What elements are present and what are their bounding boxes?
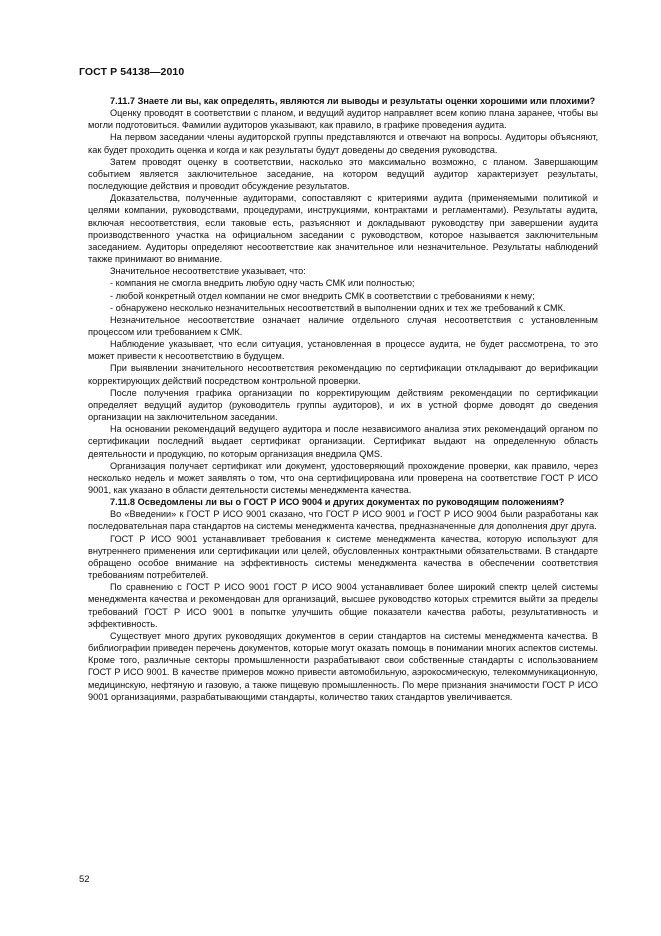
paragraph: Значительное несоответствие указывает, что: [110, 266, 306, 277]
paragraph: Затем проводят оценку в соответствии, насколько это максимально возможно, с планом. Завершающим событием является заключительное заседание, на котором ведущий аудитор характеризует результаты, последующие действия и проводит обсуждение результатов. [88, 156, 598, 192]
list-item: - любой конкретный отдел компании не смог внедрить СМК в соответствии с требованиями к нему; [110, 290, 535, 301]
section-heading: 7.11.7 Знаете ли вы, как определять, являются ли выводы и результаты оценки хорошими или плохими? [110, 96, 596, 106]
list-item: - обнаружено несколько незначительных несоответствий в выполнении одних и тех же требований к СМК. [110, 302, 566, 313]
paragraph: Оценку проводят в соответствии с планом, и ведущий аудитор направляет всем копию плана заранее, чтобы вы могли подготовиться. Фамилии аудиторов указывают, как правило, в графике проведения аудита. [88, 108, 598, 131]
paragraph: При выявлении значительного несоответствия рекомендацию по сертификации откладывают до верификации корректирующих действий посредством контрольной проверки. [88, 363, 598, 386]
paragraph: Организация получает сертификат или документ, удостоверяющий прохождение проверки, как правило, через несколько недель и может заявлять о том, что она сертифицирована или проверена на соответствие ГОСТ Р ИСО 9001, как указано в области деятельности системы менеджмента качества. [88, 460, 598, 495]
document-header: ГОСТ Р 54138—2010 [79, 66, 185, 78]
paragraph: На основании рекомендаций ведущего аудитора и после независимого анализа этих рекомендаций органом по сертификации последний выдает сертификат организации. Сертификат выдают на определенную область деятельности и продукцию, по которым организация внедрила QMS. [88, 424, 598, 459]
paragraph: На первом заседании члены аудиторской группы представляются и отвечают на вопросы. Аудиторы объясняют, как будет проходить оценка и когда и как результаты будут доведены до сведения руководства. [88, 132, 598, 155]
paragraph: По сравнению с ГОСТ Р ИСО 9001 ГОСТ Р ИСО 9004 устанавливает более широкий спектр целей системы менеджмента качества и рекомендован для организаций, высшее руководство которых стремится выйти за пределы требований ГОСТ Р ИСО 9001 в попытке улучшить общие показатели качества работы, результативность и эффективность. [88, 582, 598, 629]
paragraph: ГОСТ Р ИСО 9001 устанавливает требования к системе менеджмента качества, которую используют для внутреннего применения или сертификации или целей, обусловленных контрактными обязательствами. В стандарте обращено особое внимание на эффективность системы менеджмента качества в обеспечении соответствия требованиям потребителей. [88, 533, 598, 581]
section-heading: 7.11.8 Осведомлены ли вы о ГОСТ Р ИСО 9004 и других документах по руководящим положениям? [110, 497, 565, 508]
paragraph: Незначительное несоответствие означает наличие отдельного случая несоответствия с установленным процессом или требованием к СМК. [88, 314, 598, 337]
paragraph: После получения графика организации по корректирующим действиям рекомендации по сертификации определяет ведущий аудитор (руководитель группы аудиторов), и их в устной форме доводят до сведения организации на заключительном заседании. [88, 387, 598, 423]
document-body [88, 95, 598, 703]
paragraph: Наблюдение указывает, что если ситуация, установленная в процессе аудита, не будет рассмотрена, то это может привести к несоответствию в будущем. [88, 339, 598, 362]
paragraph: Существует много других руководящих документов в серии стандартов на системы менеджмента качества. В библиографии приведен перечень документов, которые могут оказать помощь в понимании многих аспектов системы. Кроме того, различные секторы промышленности разрабатывают свои собственные стандарты с использованием ГОСТ Р ИСО 9001. В качестве примеров можно привести автомобильную, аэрокосмическую, телекоммуникационную, медицинскую, нефтяную и газовую, а также пищевую промышленность. По мере признания значимости ГОСТ Р ИСО 9001 организациями, разрабатывающими стандарты, количество таких стандартов увеличивается. [88, 630, 598, 702]
list-item: - компания не смогла внедрить любую одну часть СМК или полностью; [110, 278, 415, 289]
page-number: 52 [79, 874, 90, 885]
paragraph: Доказательства, полученные аудиторами, сопоставляют с критериями аудита (применяемыми политикой и целями компании, руководствами, процедурами, инструкциями, контрактами и регламентами). Результаты аудита, включая несоответствия, если таковые есть, разъясняют и докладывают руководству при завершении аудита производственного участка на официальном заседании с руководством, которое называется заключительным заседанием. Аудиторы определяют несоответствие как значительное или незначительное. Результаты наблюдений также принимают во внимание. [88, 193, 598, 265]
paragraph: Во «Введении» к ГОСТ Р ИСО 9001 сказано, что ГОСТ Р ИСО 9001 и ГОСТ Р ИСО 9004 были разработаны как последовательная пара стандартов на системы менеджмента качества, предназначенные для дополнения друг друга. [88, 509, 598, 532]
